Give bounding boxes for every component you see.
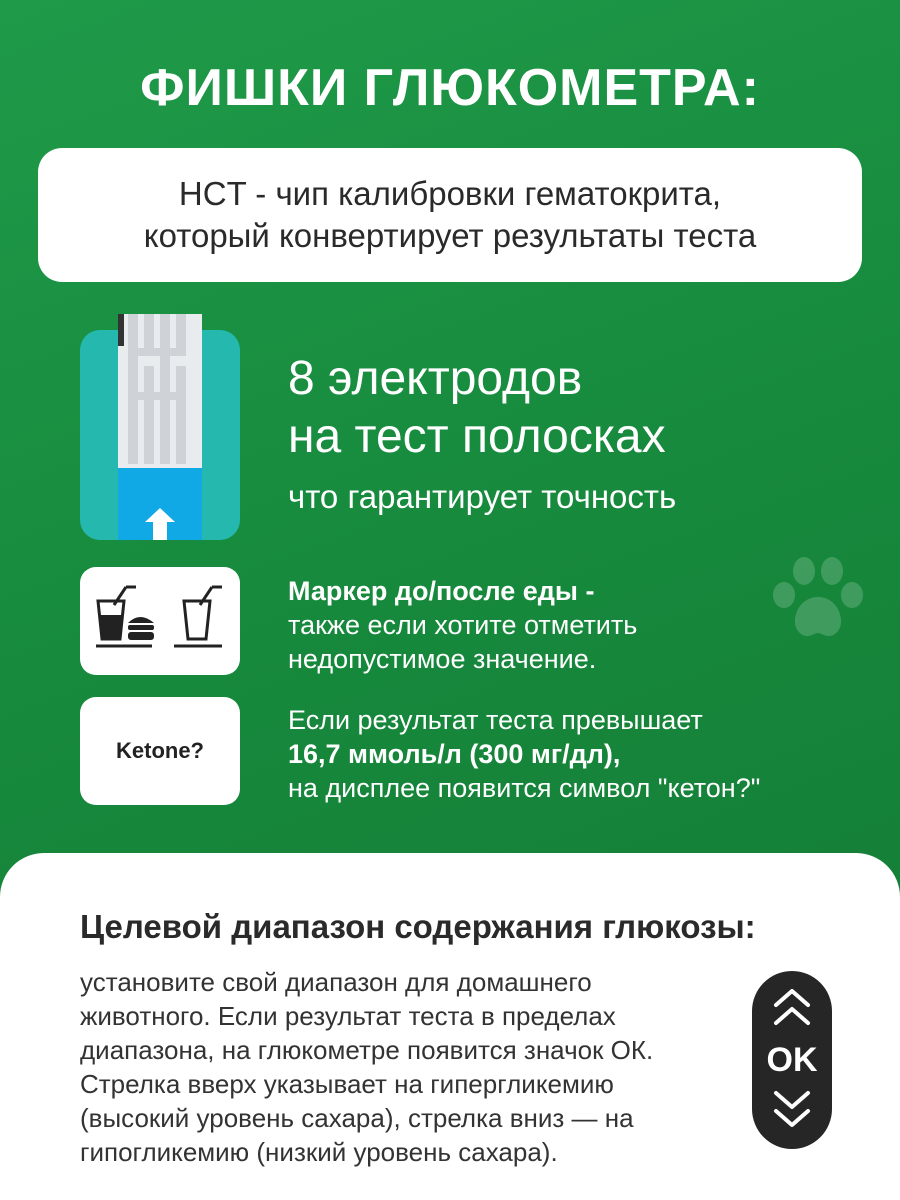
test-strip	[118, 314, 202, 540]
target-range-line: диапазона, на глюкометре появится значок ОК.	[80, 1035, 654, 1065]
ok-indicator	[752, 971, 832, 1149]
drink-after-meal-icon	[174, 587, 222, 646]
target-range-title: Целевой диапазон содержания глюкозы:	[80, 908, 756, 945]
ok-label: OK	[766, 1041, 818, 1079]
target-range-line: (высокий уровень сахара), стрелка вниз — на	[80, 1103, 634, 1133]
target-range-line: гипогликемию (низкий уровень сахара).	[80, 1137, 558, 1167]
meal-marker-line-2: также если хотите отметить	[288, 610, 638, 640]
electrodes-heading	[288, 350, 666, 466]
meal-marker-line-3: недопустимое значение.	[288, 644, 597, 674]
ketone-text	[288, 703, 760, 805]
electrodes-line-2: на тест полосках	[288, 410, 666, 463]
paw-icon	[770, 555, 865, 645]
target-range-line: Стрелка вверх указывает на гипергликемию	[80, 1069, 614, 1099]
hct-feature-card	[38, 148, 862, 282]
ketone-threshold: 16,7 ммоль/л (300 мг/дл),	[288, 739, 621, 769]
target-range-line: установите свой диапазон для домашнего	[80, 967, 592, 997]
electrodes-line-1: 8 электродов	[288, 352, 583, 405]
double-chevron-up-icon	[776, 991, 808, 1023]
strip-chip	[118, 314, 124, 346]
burger-icon	[128, 617, 154, 640]
ketone-line-3: на дисплее появится символ "кетон?"	[288, 773, 761, 803]
hct-line-1: HCT - чип калибровки гематокрита,	[178, 175, 722, 212]
page-title: ФИШКИ ГЛЮКОМЕТРА:	[140, 59, 760, 117]
ketone-card-label: Ketone?	[116, 738, 204, 763]
meal-marker-text	[288, 574, 637, 676]
ketone-line-1: Если результат теста превышает	[288, 705, 703, 735]
insert-arrow-icon	[145, 508, 175, 522]
electrodes-subtitle: что гарантирует точность	[288, 478, 677, 515]
double-chevron-down-icon	[776, 1093, 808, 1125]
meal-marker-card	[80, 567, 240, 675]
hct-line-2: который конвертирует результаты теста	[143, 217, 757, 254]
test-strip-icon	[80, 330, 240, 540]
target-range-description	[80, 965, 740, 1169]
ketone-card	[80, 697, 240, 805]
target-range-line: животного. Если результат теста в пределах	[80, 1001, 616, 1031]
target-range-panel	[0, 853, 900, 1200]
meal-marker-heading: Маркер до/после еды -	[288, 576, 595, 606]
